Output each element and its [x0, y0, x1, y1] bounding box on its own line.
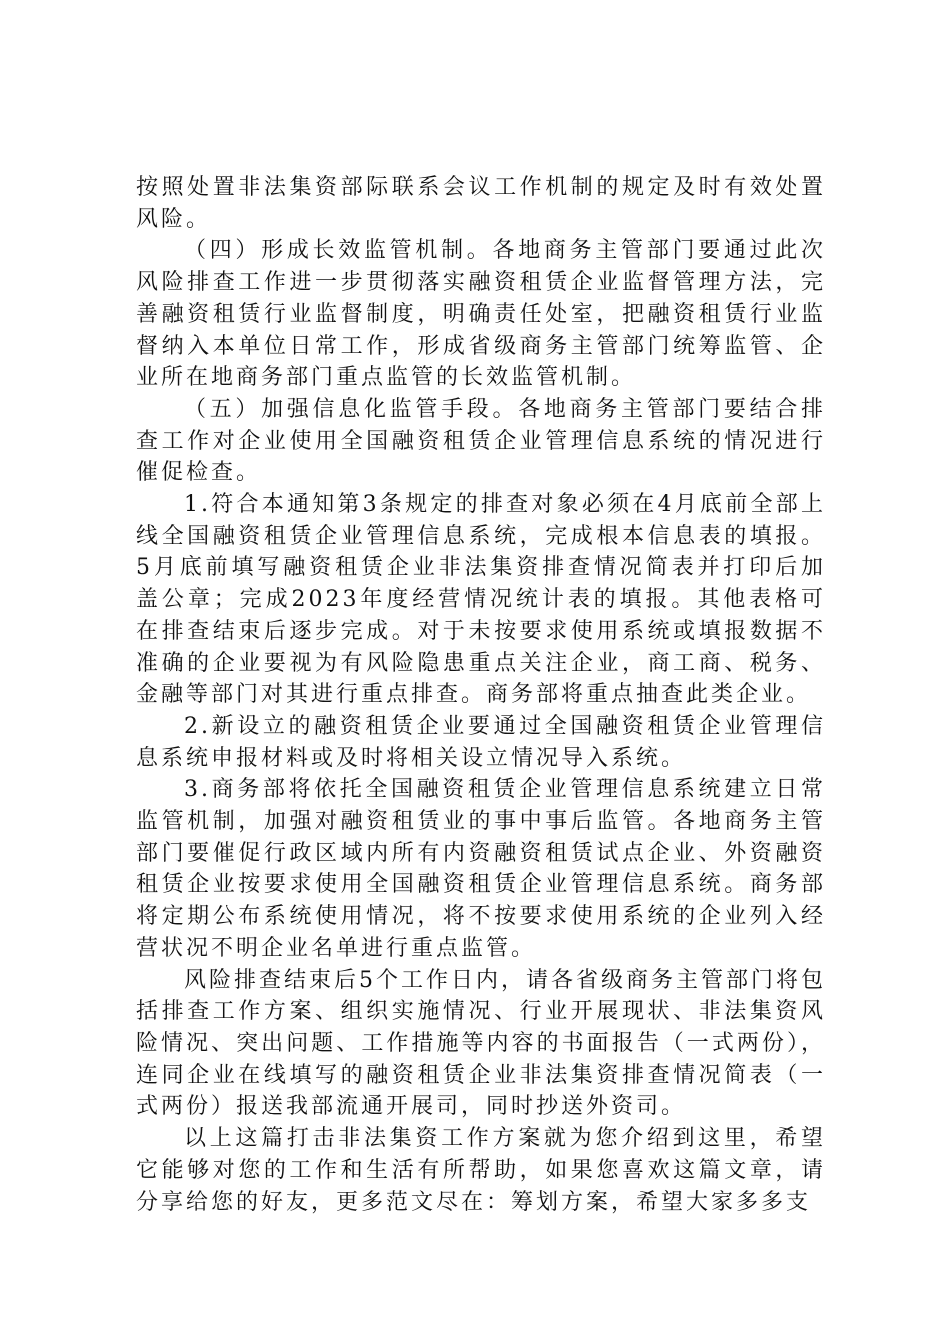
paragraph-closing: 以上这篇打击非法集资工作方案就为您介绍到这里，希望它能够对您的工作和生活有所帮助，如果您喜欢这篇文章，请分享给您的好友，更多范文尽在：筹划方案，希望大家多多支 [136, 1126, 826, 1215]
document-page [136, 172, 826, 1218]
paragraph-section-four: （四）形成长效监管机制。各地商务主管部门要通过此次风险排查工作进一步贯彻落实融资租赁企业监督管理方法，完善融资租赁行业监督制度，明确责任处室，把融资租赁行业监督纳入本单位日常工作，形成省级商务主管部门统筹监管、企业所在地商务部门重点监管的长效监管机制。 [136, 238, 826, 391]
paragraph-report-submission: 风险排查结束后5个工作日内，请各省级商务主管部门将包括排查工作方案、组织实施情况、行业开展现状、非法集资风险情况、突出问题、工作措施等内容的书面报告（一式两份），连同企业在线填写的融资租赁企业非法集资排查情况简表（一式两份）报送我部流通开展司，同时抄送外资司。 [136, 967, 826, 1120]
paragraph-risk-handling: 按照处置非法集资部际联系会议工作机制的规定及时有效处置风险。 [136, 175, 826, 232]
paragraph-item-three: 3.商务部将依托全国融资租赁企业管理信息系统建立日常监管机制，加强对融资租赁业的事中事后监管。各地商务主管部门要催促行政区域内所有内资融资租赁试点企业、外资融资租赁企业按要求使用全国融资租赁企业管理信息系统。商务部将定期公布系统使用情况，将不按要求使用系统的企业列入经营状况不明企业名单进行重点监管。 [136, 777, 826, 961]
paragraph-section-five: （五）加强信息化监管手段。各地商务主管部门要结合排查工作对企业使用全国融资租赁企业管理信息系统的情况进行催促检查。 [136, 396, 826, 486]
paragraph-item-one: 1.符合本通知第3条规定的排查对象必须在4月底前全部上线全国融资租赁企业管理信息系统，完成根本信息表的填报。5月底前填写融资租赁企业非法集资排查情况简表并打印后加盖公章；完成2023年度经营情况统计表的填报。其他表格可在排查结束后逐步完成。对于未按要求使用系统或填报数据不准确的企业要视为有风险隐患重点关注企业，商工商、税务、金融等部门对其进行重点排查。商务部将重点抽查此类企业。 [136, 492, 826, 708]
paragraph-item-two: 2.新设立的融资租赁企业要通过全国融资租赁企业管理信息系统申报材料或及时将相关设立情况导入系统。 [136, 713, 826, 771]
